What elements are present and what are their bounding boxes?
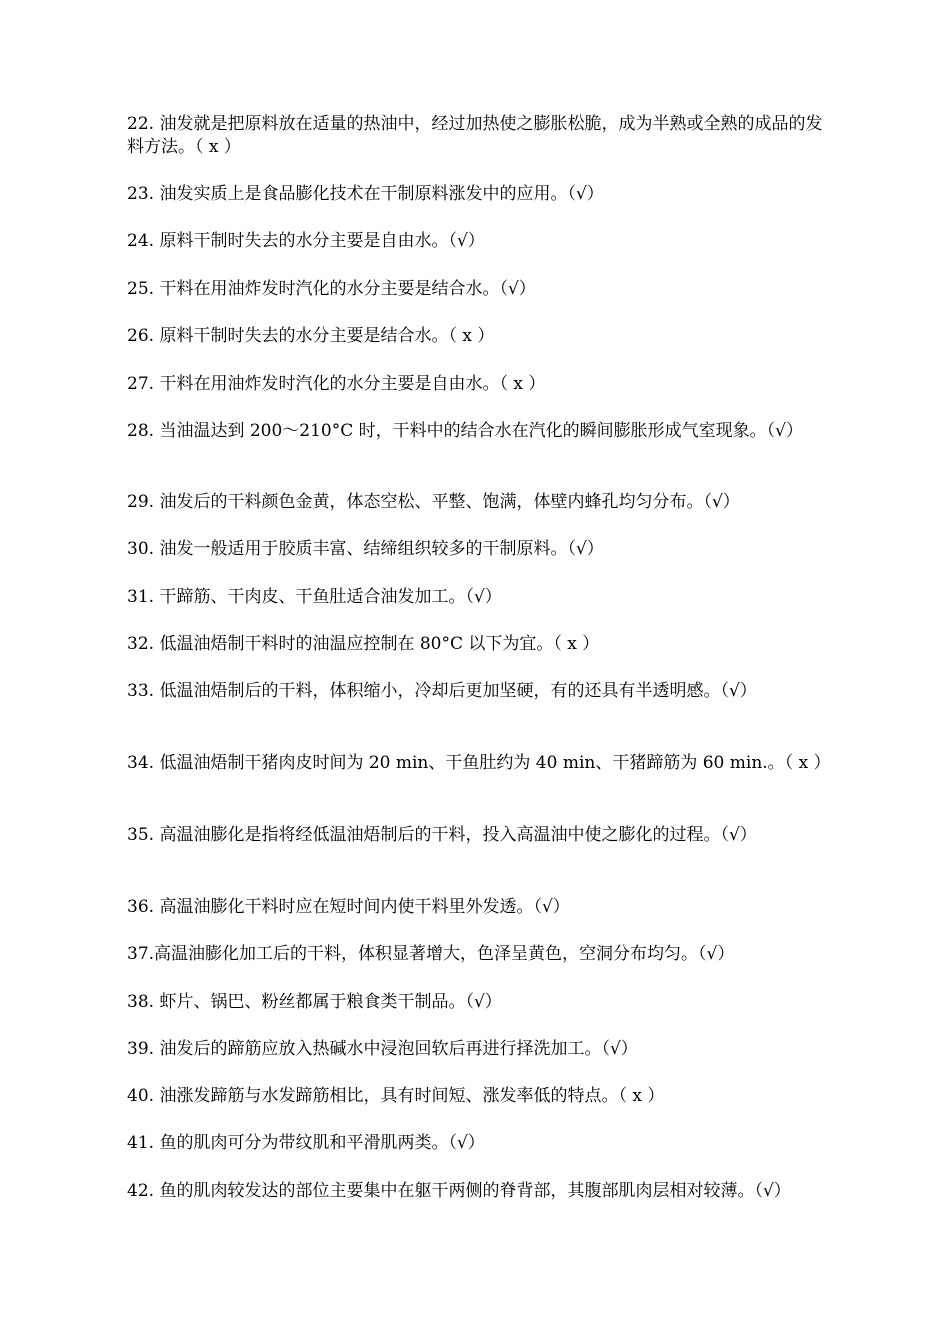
question-41: 41. 鱼的肌肉可分为带纹肌和平滑肌两类。（√）	[127, 1133, 485, 1153]
question-31: 31. 干蹄筋、干肉皮、干鱼肚适合油发加工。（√）	[127, 587, 502, 607]
question-35: 35. 高温油膨化是指将经低温油焐制后的干料，投入高温油中使之膨化的过程。（√）	[127, 825, 757, 845]
question-25: 25. 干料在用油炸发时汽化的水分主要是结合水。（√）	[127, 279, 536, 299]
question-42: 42. 鱼的肌肉较发达的部位主要集中在躯干两侧的脊背部，其腹部肌肉层相对较薄。（√）	[127, 1181, 791, 1201]
question-40: 40. 油涨发蹄筋与水发蹄筋相比，具有时间短、涨发率低的特点。（ x ）	[127, 1086, 665, 1106]
question-37: 37.高温油膨化加工后的干料，体积显著增大，色泽呈黄色，空洞分布均匀。（√）	[127, 944, 735, 964]
question-39: 39. 油发后的蹄筋应放入热碱水中浸泡回软后再进行择洗加工。（√）	[127, 1039, 638, 1059]
question-30: 30. 油发一般适用于胶质丰富、结缔组织较多的干制原料。（√）	[127, 539, 604, 559]
question-23: 23. 油发实质上是食品膨化技术在干制原料涨发中的应用。（√）	[127, 184, 604, 204]
question-28: 28. 当油温达到 200～210°C 时，干料中的结合水在汽化的瞬间膨胀形成气室现象。（√）	[127, 421, 803, 441]
question-34: 34. 低温油焐制干猪肉皮时间为 20 min、干鱼肚约为 40 min、干猪蹄筋为 60 min.。（ x ）	[127, 753, 831, 773]
question-33: 33. 低温油焐制后的干料，体积缩小，冷却后更加坚硬，有的还具有半透明感。（√）	[127, 681, 757, 701]
question-38: 38. 虾片、锅巴、粉丝都属于粮食类干制品。（√）	[127, 992, 502, 1012]
question-36: 36. 高温油膨化干料时应在短时间内使干料里外发透。（√）	[127, 897, 570, 917]
question-32: 32. 低温油焐制干料时的油温应控制在 80°C 以下为宜。（ x ）	[127, 634, 600, 654]
question-27: 27. 干料在用油炸发时汽化的水分主要是自由水。（ x ）	[127, 374, 546, 394]
question-29: 29. 油发后的干料颜色金黄，体态空松、平整、饱满，体壁内蜂孔均匀分布。（√）	[127, 492, 740, 512]
question-26: 26. 原料干制时失去的水分主要是结合水。（ x ）	[127, 326, 495, 346]
question-22: 22. 油发就是把原料放在适量的热油中，经过加热使之膨胀松脆，成为半熟或全熟的成品的发料方法。（ x ）	[127, 114, 823, 157]
question-24: 24. 原料干制时失去的水分主要是自由水。（√）	[127, 231, 485, 251]
